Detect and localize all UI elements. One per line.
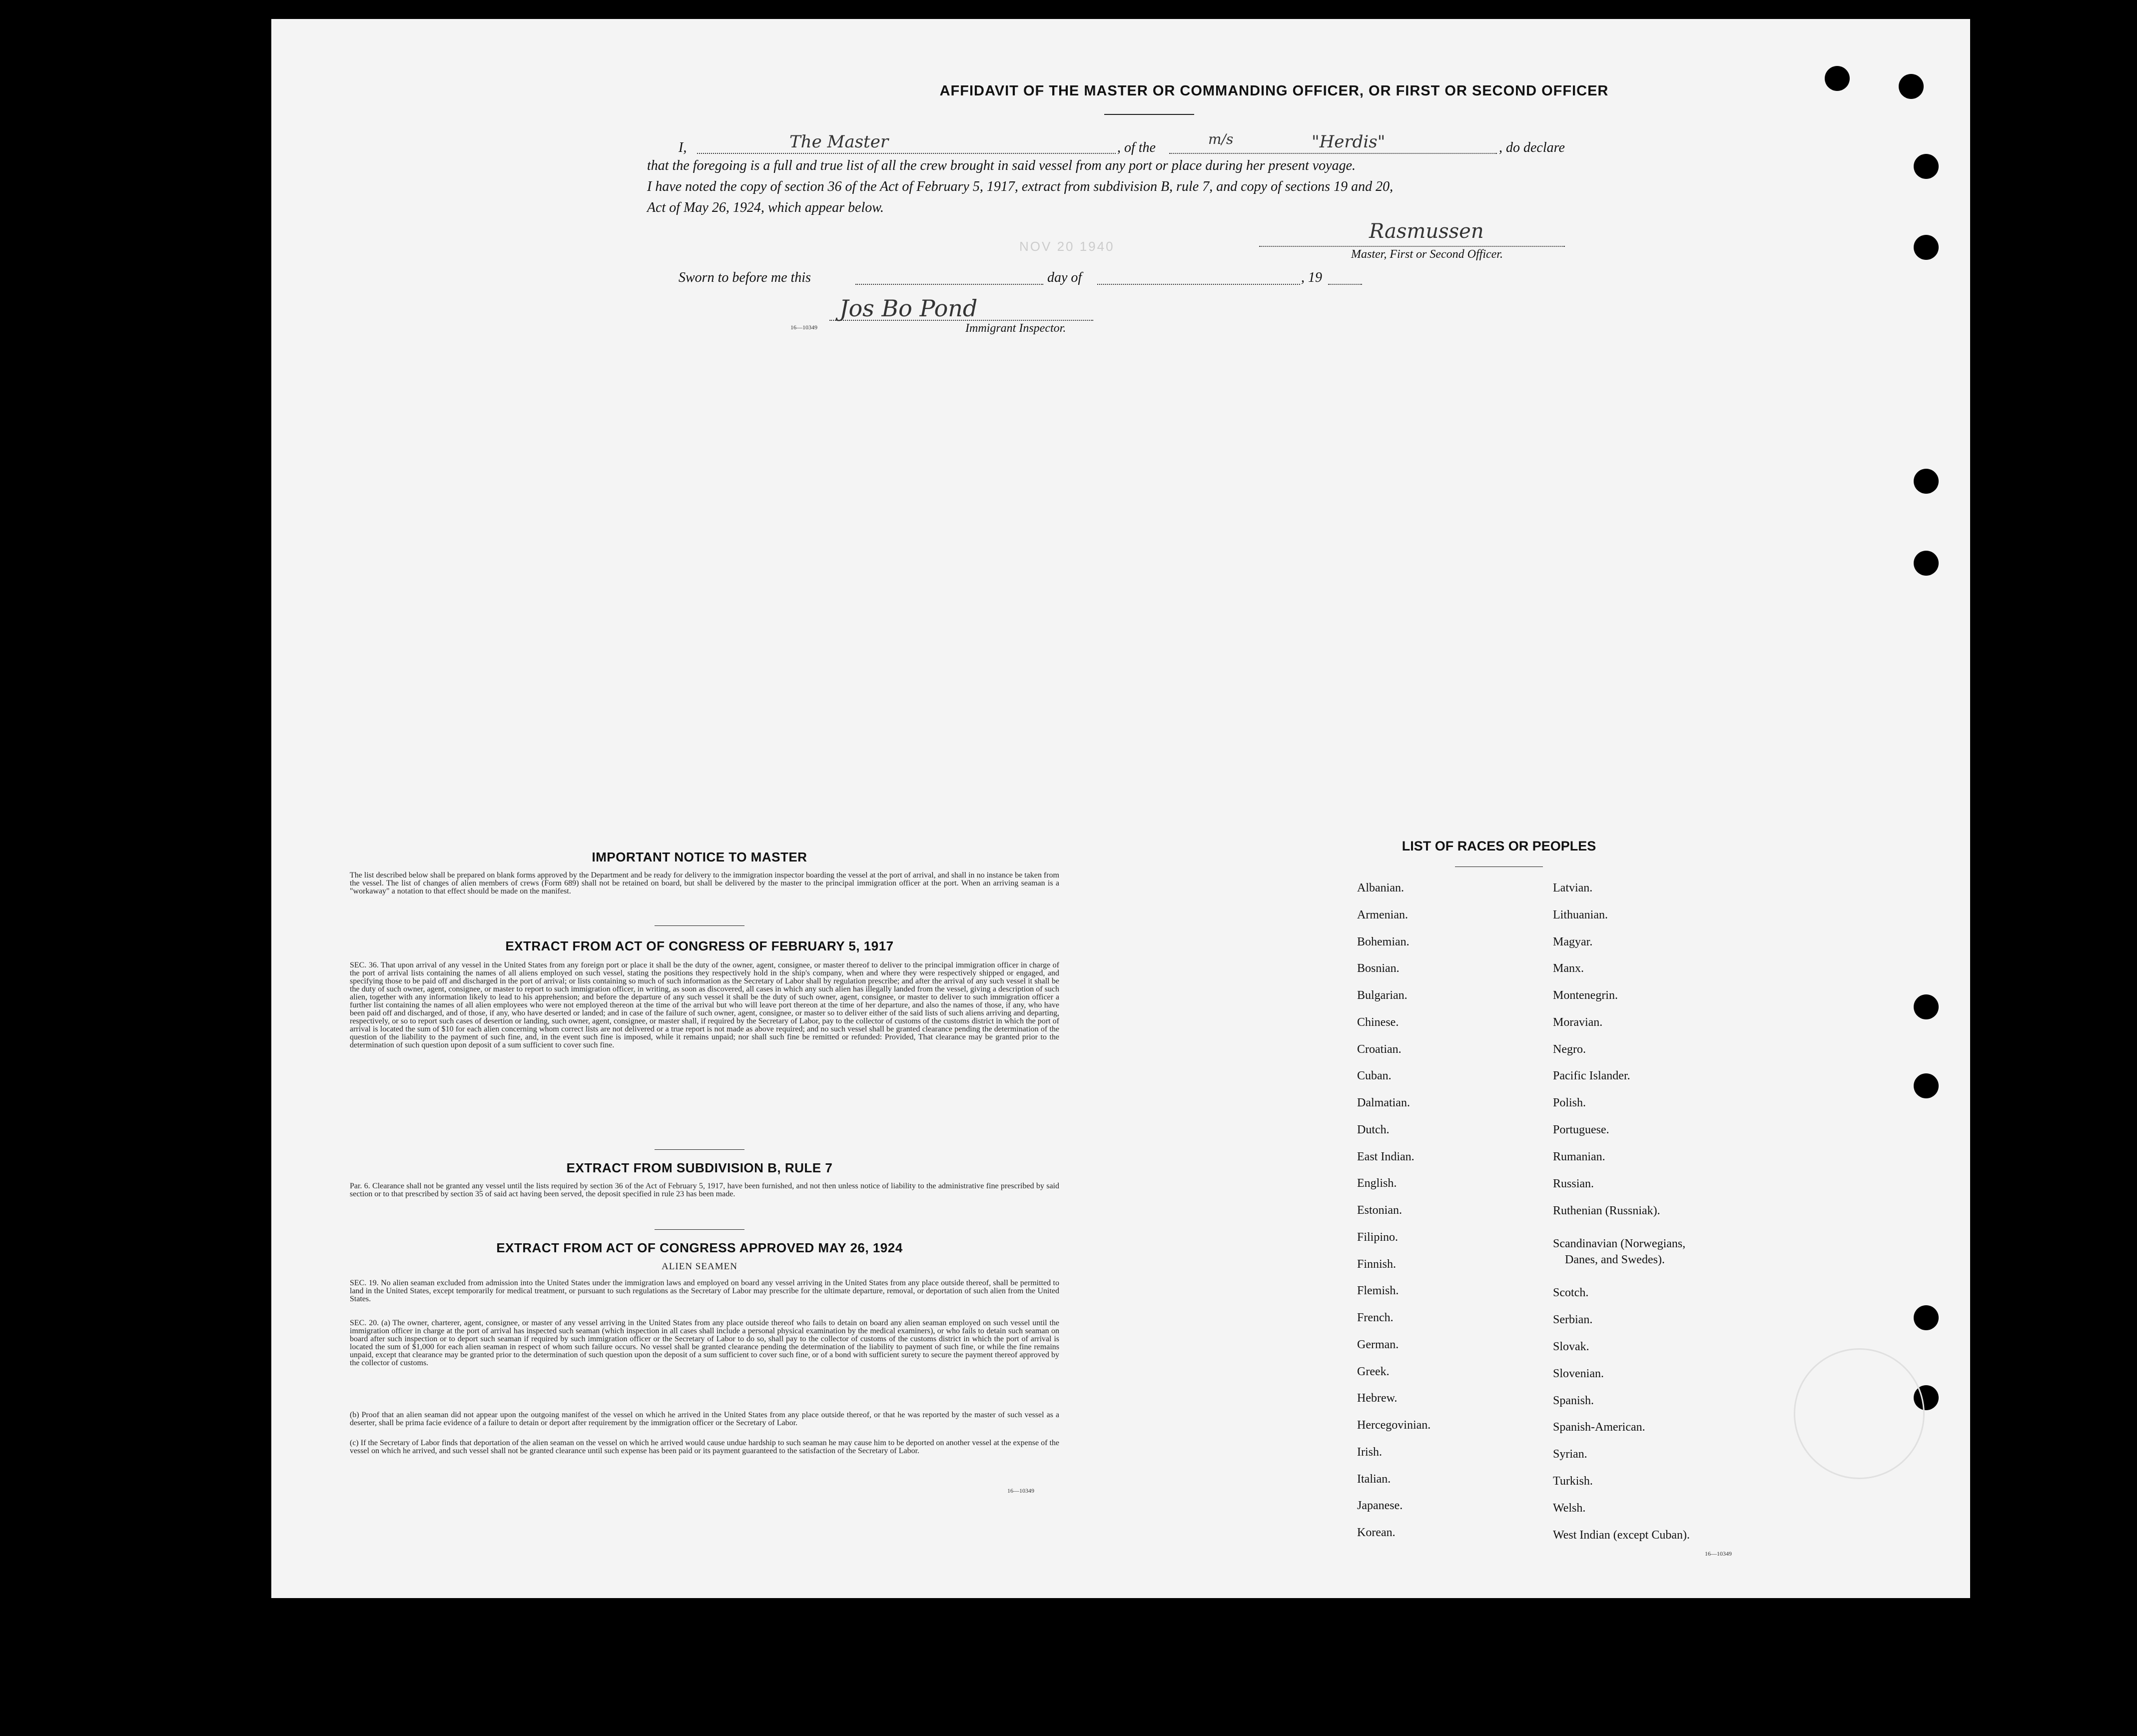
- master-name-line: [697, 153, 1116, 154]
- extract-1924-title: EXTRACT FROM ACT OF CONGRESS APPROVED MAY 26, 1924: [496, 1240, 903, 1255]
- race-item: Slovenian.: [1553, 1367, 1604, 1380]
- race-item: Pacific Islander.: [1553, 1069, 1630, 1082]
- master-name-handwritten: The Master: [789, 132, 889, 152]
- embossed-seal: [1794, 1348, 1925, 1479]
- race-item: Lithuanian.: [1553, 908, 1608, 921]
- race-item: Dalmatian.: [1357, 1096, 1410, 1109]
- affidavit-i: I,: [679, 140, 687, 155]
- affidavit-of-the: , of the: [1117, 140, 1156, 155]
- sworn-label: Sworn to before me this: [679, 270, 811, 285]
- race-item: Armenian.: [1357, 908, 1408, 921]
- inspector-caption: Immigrant Inspector.: [965, 322, 1066, 335]
- vessel-line: [1169, 153, 1497, 154]
- year-label: , 19: [1301, 270, 1322, 285]
- races-form-number: 16—10349: [1705, 1550, 1732, 1557]
- race-item: Negro.: [1553, 1043, 1586, 1056]
- vessel-type-handwritten: m/s: [1208, 131, 1234, 147]
- binder-hole: [1914, 994, 1939, 1019]
- subdivision-divider: [655, 1229, 744, 1230]
- subdivision-title: EXTRACT FROM SUBDIVISION B, RULE 7: [566, 1160, 833, 1175]
- sworn-month-line: [1097, 284, 1300, 285]
- race-item: Filipino.: [1357, 1230, 1399, 1244]
- extract-1917-text: SEC. 36. That upon arrival of any vessel in the United States from any foreign port or place it shall be the duty of the owner, agent, consignee, or master thereof to deliver to the principal immigration officer in charge of the port of arrival lists containing the names of all aliens employed on such vessel, stating the positions they respectively hold in the ship's company, when and where they were respectively shipped or engaged, and specifying those to be paid off and discharged in the port of arrival; or lists containing so much of such information as the Secretary of Labor shall by regulation prescribe; and after the arrival of any such vessel it shall be the duty of such owner, agent, consignee, or master to report to such immigration officer, in writing, as soon as discovered, all cases in which any such alien has illegally landed from the vessel, giving a description of such alien, together with any information likely to lead to his apprehension; and before the departure of any such vessel it shall be the duty of such owner, agent, consignee, or master to deliver to such immigration officer a further list containing the names of all alien employees who were not employed thereon at the time of the arrival but who will leave port thereon at the time of her departure, and also the names of those, if any, who have been paid off and discharged, and of those, if any, who have deserted or landed; and in case of the failure of such owner, agent, consignee, or master so to deliver either of the said lists of such aliens arriving and departing, respectively, or so to report such cases of desertion or landing, such owner, agent, consignee, or master shall, if required by the Secretary of Labor, pay to the collector of customs of the customs district in which the port of arrival is located the sum of $10 for each alien concerning whom correct lists are not delivered or a true report is not made as above required; and no such vessel shall be granted clearance pending the determination of the question of the liability to the payment of such fine, and, in the event such fine is imposed, while it remains unpaid; nor shall such fine be remitted or refunded: Provided, That clearance may be granted prior to the determination of such question upon deposit of a sum sufficient to cover such fine.: [350, 961, 1059, 1049]
- subdivision-text: Par. 6. Clearance shall not be granted any vessel until the lists required by section 36 of the Act of February 5, 1917, have been furnished, and not then unless notice of liability to the administrative fine prescribed by said section or to that prescribed by section 35 of said act having been served, the deposit specified in rule 23 has been made.: [350, 1182, 1059, 1198]
- race-item: Welsh.: [1553, 1502, 1586, 1515]
- race-item: Magyar.: [1553, 935, 1593, 948]
- race-item: Polish.: [1553, 1096, 1586, 1109]
- notice-title: IMPORTANT NOTICE TO MASTER: [592, 850, 807, 865]
- binder-hole: [1914, 469, 1939, 494]
- race-item: Dutch.: [1357, 1123, 1390, 1136]
- race-item: Turkish.: [1553, 1475, 1593, 1488]
- race-item: Bulgarian.: [1357, 989, 1408, 1002]
- title-divider: [1104, 114, 1194, 115]
- binder-hole: [1914, 1305, 1939, 1330]
- race-item: Bohemian.: [1357, 935, 1410, 948]
- race-item: Flemish.: [1357, 1284, 1399, 1298]
- extract-1917-divider: [655, 1149, 744, 1150]
- binder-hole: [1914, 154, 1939, 179]
- race-item: Greek.: [1357, 1365, 1390, 1378]
- extract-1924-sec20b: (b) Proof that an alien seaman did not appear upon the outgoing manifest of the vessel on which he arrived in the United States from any place outside thereof, or that he was reported by the master of such vessel as a deserter, shall be prima facie evidence of a failure to detain or deport after requirement by the immigration officer or the Secretary of Labor.: [350, 1411, 1059, 1427]
- race-item: East Indian.: [1357, 1150, 1415, 1163]
- race-item: Bosnian.: [1357, 962, 1400, 975]
- binder-hole: [1914, 235, 1939, 260]
- race-item: French.: [1357, 1311, 1394, 1324]
- extract-1917-title: EXTRACT FROM ACT OF CONGRESS OF FEBRUARY 5, 1917: [505, 938, 894, 953]
- sworn-year-line: [1328, 284, 1362, 285]
- affidavit-do-declare: , do declare: [1499, 140, 1565, 155]
- race-item: Spanish-American.: [1553, 1421, 1645, 1434]
- race-item: Ruthenian (Russniak).: [1553, 1204, 1660, 1217]
- race-item: Croatian.: [1357, 1042, 1402, 1056]
- notice-text: The list described below shall be prepared on blank forms approved by the Department and be ready for delivery to the immigration inspector boarding the vessel at the port of arrival, and shall in no instance be taken from the vessel. The list of changes of alien members of crews (Form 689) shall not be retained on board, but shall be delivered by the master to the principal immigration officer at the port. When an arriving seaman is a "workaway" a notation to that effect should be made on the manifest.: [350, 871, 1059, 895]
- race-item: Slovak.: [1553, 1340, 1589, 1353]
- binder-hole: [1914, 1073, 1939, 1098]
- extract-form-number: 16—10349: [1007, 1487, 1034, 1494]
- race-item: Rumanian.: [1553, 1150, 1605, 1163]
- sworn-day-line: [855, 284, 1043, 285]
- extract-1924-sec20a: SEC. 20. (a) The owner, charterer, agent, consignee, or master of any vessel arriving in the United States from any place outside thereof who fails to detain on board any alien seaman employed on such vessel until the immigration officer in charge at the port of arrival has inspected such seaman (which inspection in all cases shall include a personal physical examination by the medical examiners), or who fails to detain such seaman on board after such inspection or to deport such seaman if required by such immigration officer or the Secretary of Labor to do so, shall pay to the collector of customs of the customs district in which the port of arrival is located the sum of $1,000 for each alien seaman in respect of whom such failure occurs. No vessel shall be granted clearance pending the determination of the liability to payment of such fine, or while the fine remains unpaid, except that clearance may be granted prior to the determination of such question upon the deposit of a sum sufficient to cover such fine, or of a bond with sufficient surety to secure the payment thereof approved by the collector of customs.: [350, 1319, 1059, 1367]
- race-item: Albanian.: [1357, 881, 1404, 894]
- race-item: English.: [1357, 1177, 1397, 1190]
- race-item: Scotch.: [1553, 1286, 1589, 1299]
- master-signature: Rasmussen: [1369, 220, 1484, 243]
- race-item: Montenegrin.: [1553, 989, 1618, 1002]
- race-item: Irish.: [1357, 1445, 1382, 1459]
- race-item: Hercegovinian.: [1357, 1419, 1431, 1432]
- inspector-line: [829, 320, 1093, 321]
- races-title: LIST OF RACES OR PEOPLES: [1402, 839, 1596, 854]
- race-item: West Indian (except Cuban).: [1553, 1529, 1690, 1542]
- extract-1924-sec20c: (c) If the Secretary of Labor finds that deportation of the alien seaman on the vessel on which he arrived would cause undue hardship to such seaman he may cause him to be deported on another vessel at the expense of the vessel on which he arrived, and such vessel shall not be granted clearance until such expense has been paid or its payment guaranteed to the satisfaction of the Secretary of Labor.: [350, 1439, 1059, 1455]
- received-date-stamp: NOV 20 1940: [1019, 239, 1115, 254]
- vessel-name-handwritten: "Herdis": [1312, 132, 1386, 152]
- race-item: Korean.: [1357, 1526, 1396, 1539]
- race-item: Moravian.: [1553, 1016, 1603, 1029]
- master-signature-line: [1259, 246, 1565, 247]
- race-item: Estonian.: [1357, 1204, 1402, 1217]
- race-item: Spanish.: [1553, 1394, 1594, 1407]
- day-of-label: day of: [1047, 270, 1082, 285]
- race-item: Japanese.: [1357, 1499, 1403, 1513]
- binder-hole: [1899, 74, 1924, 99]
- race-item: Finnish.: [1357, 1257, 1397, 1271]
- inspector-signature: Jos Bo Pond: [839, 295, 978, 322]
- race-item: Latvian.: [1553, 881, 1593, 894]
- race-item: Danes, and Swedes).: [1565, 1253, 1665, 1266]
- race-item: Manx.: [1553, 962, 1584, 975]
- race-item: Chinese.: [1357, 1015, 1399, 1029]
- race-item: Italian.: [1357, 1472, 1391, 1486]
- affidavit-line-3: I have noted the copy of section 36 of the Act of February 5, 1917, extract from subdivision B, rule 7, and copy of sections 19 and 20,: [647, 179, 1394, 194]
- binder-hole: [1914, 551, 1939, 576]
- affidavit-title: AFFIDAVIT OF THE MASTER OR COMMANDING OFFICER, OR FIRST OR SECOND OFFICER: [939, 83, 1609, 99]
- affidavit-line-4: Act of May 26, 1924, which appear below.: [647, 200, 884, 215]
- race-item: Serbian.: [1553, 1313, 1593, 1326]
- notice-divider: [655, 925, 744, 926]
- race-item: Syrian.: [1553, 1448, 1587, 1461]
- race-item: Scandinavian (Norwegians,: [1553, 1237, 1686, 1250]
- race-item: Portuguese.: [1553, 1123, 1609, 1136]
- race-item: Russian.: [1553, 1177, 1594, 1190]
- extract-1924-sec19: SEC. 19. No alien seaman excluded from admission into the United States under the immigration laws and employed on board any vessel arriving in the United States from any place outside thereof, shall be permitted to land in the United States, except temporarily for medical treatment, or pursuant to such regulations as the Secretary of Labor may prescribe for the ultimate departure, removal, or deportation of such alien from the United States.: [350, 1279, 1059, 1303]
- race-item: Hebrew.: [1357, 1392, 1398, 1405]
- extract-1924-subtitle: ALIEN SEAMEN: [662, 1261, 737, 1272]
- affidavit-line-2: that the foregoing is a full and true list of all the crew brought in said vessel from any port or place during her present voyage.: [647, 158, 1356, 173]
- form-number: 16—10349: [790, 324, 817, 331]
- race-item: Cuban.: [1357, 1069, 1392, 1083]
- race-item: German.: [1357, 1338, 1399, 1351]
- master-caption: Master, First or Second Officer.: [1351, 248, 1503, 261]
